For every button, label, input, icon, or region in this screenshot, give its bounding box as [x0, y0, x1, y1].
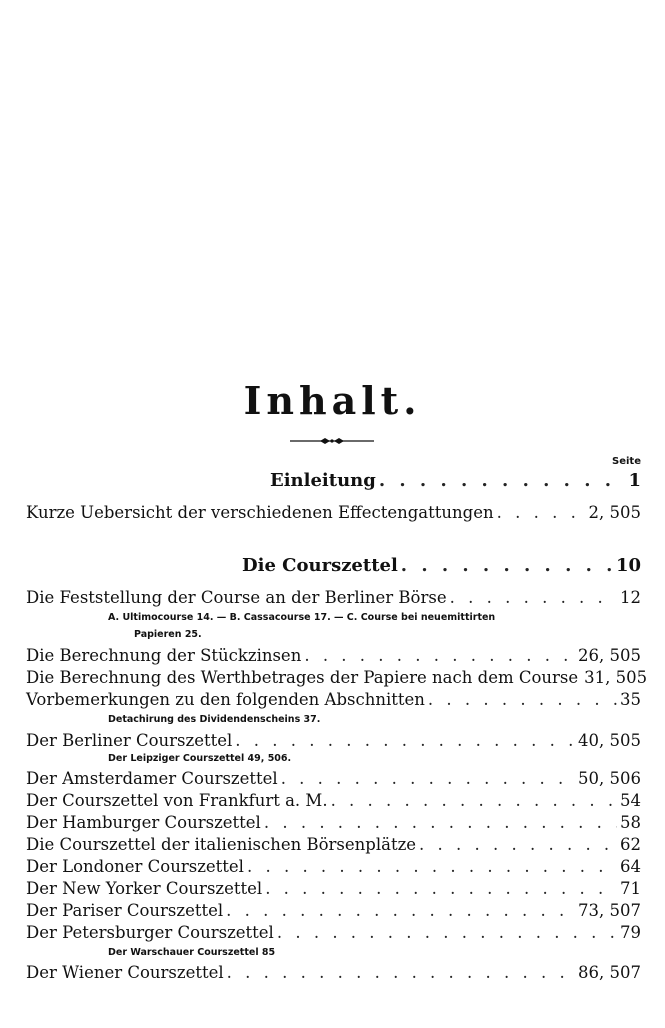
dot-leader — [450, 587, 617, 609]
entry-label: Der Berliner Courszettel — [26, 731, 233, 750]
entry-label: Die Feststellung der Course an der Berliner Börse — [26, 588, 447, 607]
entry-label: Der Londoner Courszettel — [26, 857, 244, 876]
dot-leader — [419, 834, 617, 856]
entry-label: Der New Yorker Courszettel — [26, 879, 263, 898]
entry-page: 73, 507 — [578, 901, 641, 920]
entry-page: 31, 505 — [584, 668, 648, 687]
sub-note: Papieren 25. — [134, 629, 202, 640]
section-page: 10 — [615, 555, 641, 576]
entry-page: 79 — [620, 923, 641, 942]
entry-page: 54 — [620, 791, 641, 810]
section-courszettel — [242, 555, 641, 577]
section-label: Einleitung — [270, 470, 376, 491]
entry-label: Die Berechnung des Werthbetrages der Papiere nach dem Course — [26, 668, 579, 687]
toc-entry — [26, 689, 641, 711]
page-title: Inhalt. — [243, 378, 422, 423]
toc-entry — [26, 834, 641, 856]
dot-leader — [379, 470, 626, 492]
entry-page: 58 — [620, 813, 641, 832]
toc-entry — [26, 730, 641, 752]
dot-leader — [226, 900, 575, 922]
entry-page: 64 — [620, 857, 641, 876]
sub-note: Der Warschauer Courszettel 85 — [108, 947, 276, 958]
sub-note: A. Ultimocourse 14. — B. Cassacourse 17. — C. Course bei neuemittirten — [108, 612, 496, 623]
entry-label: Der Courszettel von Frankfurt a. M. — [26, 791, 328, 810]
entry-page: 40, 505 — [578, 731, 641, 750]
dot-leader — [401, 555, 613, 577]
entry-page: 2, 505 — [588, 503, 641, 522]
toc-entry — [26, 900, 641, 922]
dot-leader — [247, 856, 617, 878]
dot-leader — [497, 502, 586, 524]
entry-label: Der Amsterdamer Courszettel — [26, 769, 278, 788]
entry-page: 86, 507 — [578, 963, 641, 982]
toc-entry — [26, 790, 641, 812]
toc-entry — [26, 645, 641, 667]
entry-page: 71 — [620, 879, 641, 898]
toc-entry — [26, 812, 641, 834]
dot-leader — [264, 812, 617, 834]
ornament-divider-icon — [290, 435, 374, 447]
section-label: Die Courszettel — [242, 555, 398, 576]
entry-label: Kurze Uebersicht der verschiedenen Effectengattungen — [26, 503, 494, 522]
toc-entry — [26, 962, 641, 984]
dot-leader — [235, 730, 575, 752]
entry-page: 26, 505 — [578, 646, 641, 665]
toc-entry — [26, 667, 648, 689]
entry-label: Der Petersburger Courszettel — [26, 923, 274, 942]
toc-entry — [26, 768, 641, 790]
toc-entry — [26, 878, 641, 900]
toc-entry — [26, 502, 641, 524]
entry-page: 12 — [620, 588, 641, 607]
dot-leader — [265, 878, 617, 900]
dot-leader — [331, 790, 617, 812]
sub-note: Der Leipziger Courszettel 49, 506. — [108, 753, 292, 764]
entry-page: 50, 506 — [578, 769, 641, 788]
toc-entry — [26, 856, 641, 878]
dot-leader — [227, 962, 575, 984]
section-page: 1 — [628, 470, 641, 491]
entry-label: Vorbemerkungen zu den folgenden Abschnitten — [26, 690, 425, 709]
entry-label: Die Courszettel der italienischen Börsenplätze — [26, 835, 417, 854]
entry-page: 62 — [620, 835, 641, 854]
entry-label: Der Hamburger Courszettel — [26, 813, 261, 832]
dot-leader — [281, 768, 575, 790]
entry-label: Der Pariser Courszettel — [26, 901, 224, 920]
page-column-label: Seite — [612, 456, 641, 467]
dot-leader — [277, 922, 617, 944]
toc-entry — [26, 587, 641, 609]
dot-leader — [428, 689, 617, 711]
entry-label: Die Berechnung der Stückzinsen — [26, 646, 302, 665]
section-einleitung — [270, 470, 641, 492]
sub-note: Detachirung des Dividendenscheins 37. — [108, 714, 321, 725]
dot-leader — [304, 645, 575, 667]
entry-label: Der Wiener Courszettel — [26, 963, 224, 982]
toc-entry — [26, 922, 641, 944]
entry-page: 35 — [620, 690, 641, 709]
